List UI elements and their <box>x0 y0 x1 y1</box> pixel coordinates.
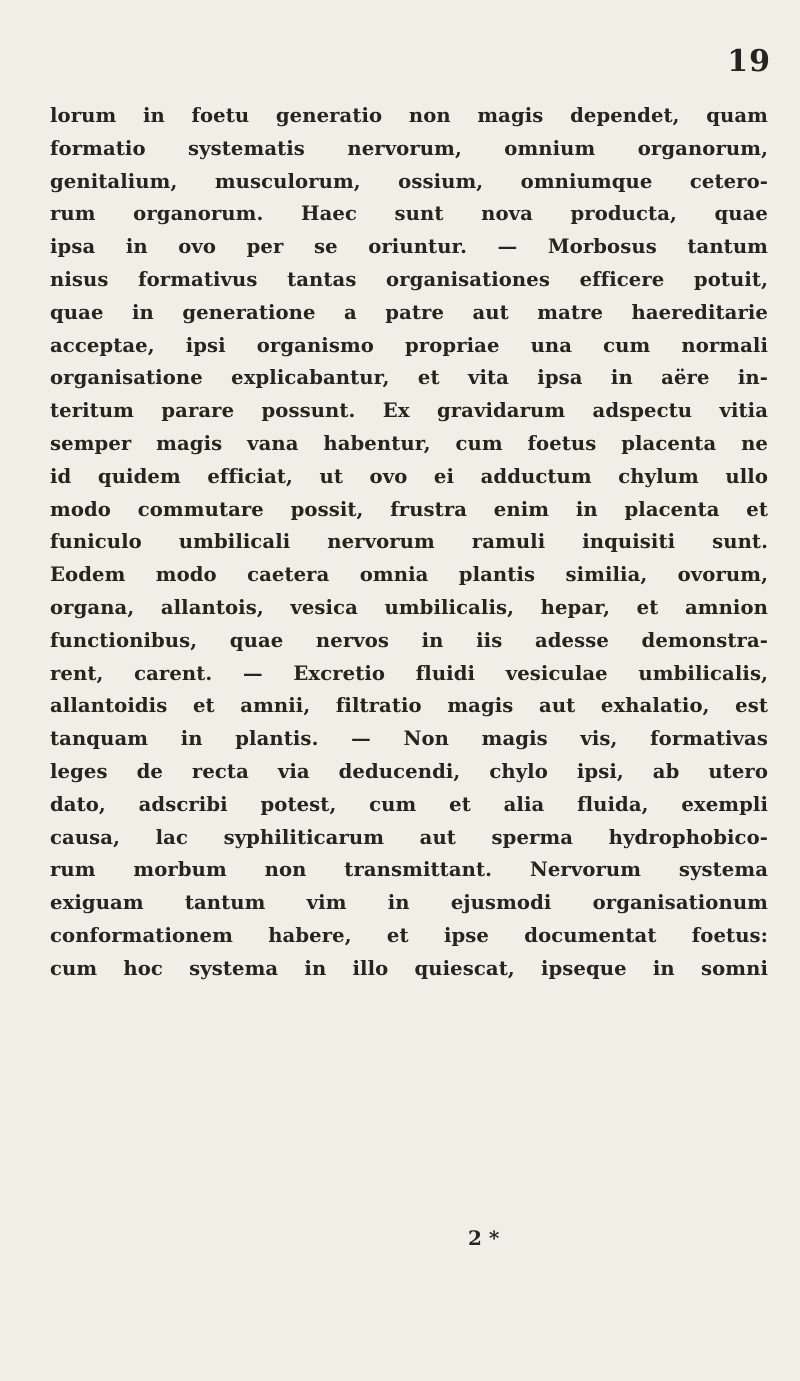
text-line: ipsa in ovo per se oriuntur. — Morbosus tantum <box>50 235 768 259</box>
text-line: nisus formativus tantas organisationes efficere potuit, <box>50 267 768 291</box>
text-line: acceptae, ipsi organismo propriae una cum normali <box>50 333 768 357</box>
text-line: conformationem habere, et ipse documentat foetus: <box>50 923 768 947</box>
text-line: causa, lac syphiliticarum aut sperma hydrophobico- <box>50 825 768 849</box>
text-line: rum morbum non transmittant. Nervorum systema <box>50 858 768 882</box>
text-line: organa, allantois, vesica umbilicalis, hepar, et amnion <box>50 595 768 619</box>
text-line: leges de recta via deducendi, chylo ipsi, ab utero <box>50 759 768 783</box>
text-line: semper magis vana habentur, cum foetus placenta ne <box>50 431 768 455</box>
text-line: dato, adscribi potest, cum et alia fluida, exempli <box>50 792 768 816</box>
text-line: Eodem modo caetera omnia plantis similia, ovorum, <box>50 563 768 587</box>
text-line: functionibus, quae nervos in iis adesse demonstra- <box>50 628 768 652</box>
text-line: id quidem efficiat, ut ovo ei adductum chylum ullo <box>50 464 768 488</box>
text-line: rent, carent. — Excretio fluidi vesiculae umbilicalis, <box>50 661 768 685</box>
text-line: funiculo umbilicali nervorum ramuli inquisiti sunt. <box>50 530 768 554</box>
text-line: cum hoc systema in illo quiescat, ipseque in somni <box>50 956 768 980</box>
body-text <box>50 100 768 986</box>
text-line: formatio systematis nervorum, omnium organorum, <box>50 136 768 160</box>
text-line: tanquam in plantis. — Non magis vis, formativas <box>50 727 768 751</box>
text-line: rum organorum. Haec sunt nova producta, quae <box>50 202 768 226</box>
page-number: 19 <box>727 44 771 79</box>
text-line: organisatione explicabantur, et vita ipsa in aëre in- <box>50 366 768 390</box>
signature-mark: 2 * <box>468 1226 500 1250</box>
text-line: teritum parare possunt. Ex gravidarum adspectu vitia <box>50 399 768 423</box>
text-line: quae in generatione a patre aut matre haereditarie <box>50 300 768 324</box>
text-line: genitalium, musculorum, ossium, omniumque cetero- <box>50 169 768 193</box>
text-line: lorum in foetu generatio non magis dependet, quam <box>50 104 768 127</box>
text-line: modo commutare possit, frustra enim in placenta et <box>50 497 768 521</box>
text-line: allantoidis et amnii, filtratio magis aut exhalatio, est <box>50 694 768 718</box>
text-line: exiguam tantum vim in ejusmodi organisationum <box>50 891 768 915</box>
